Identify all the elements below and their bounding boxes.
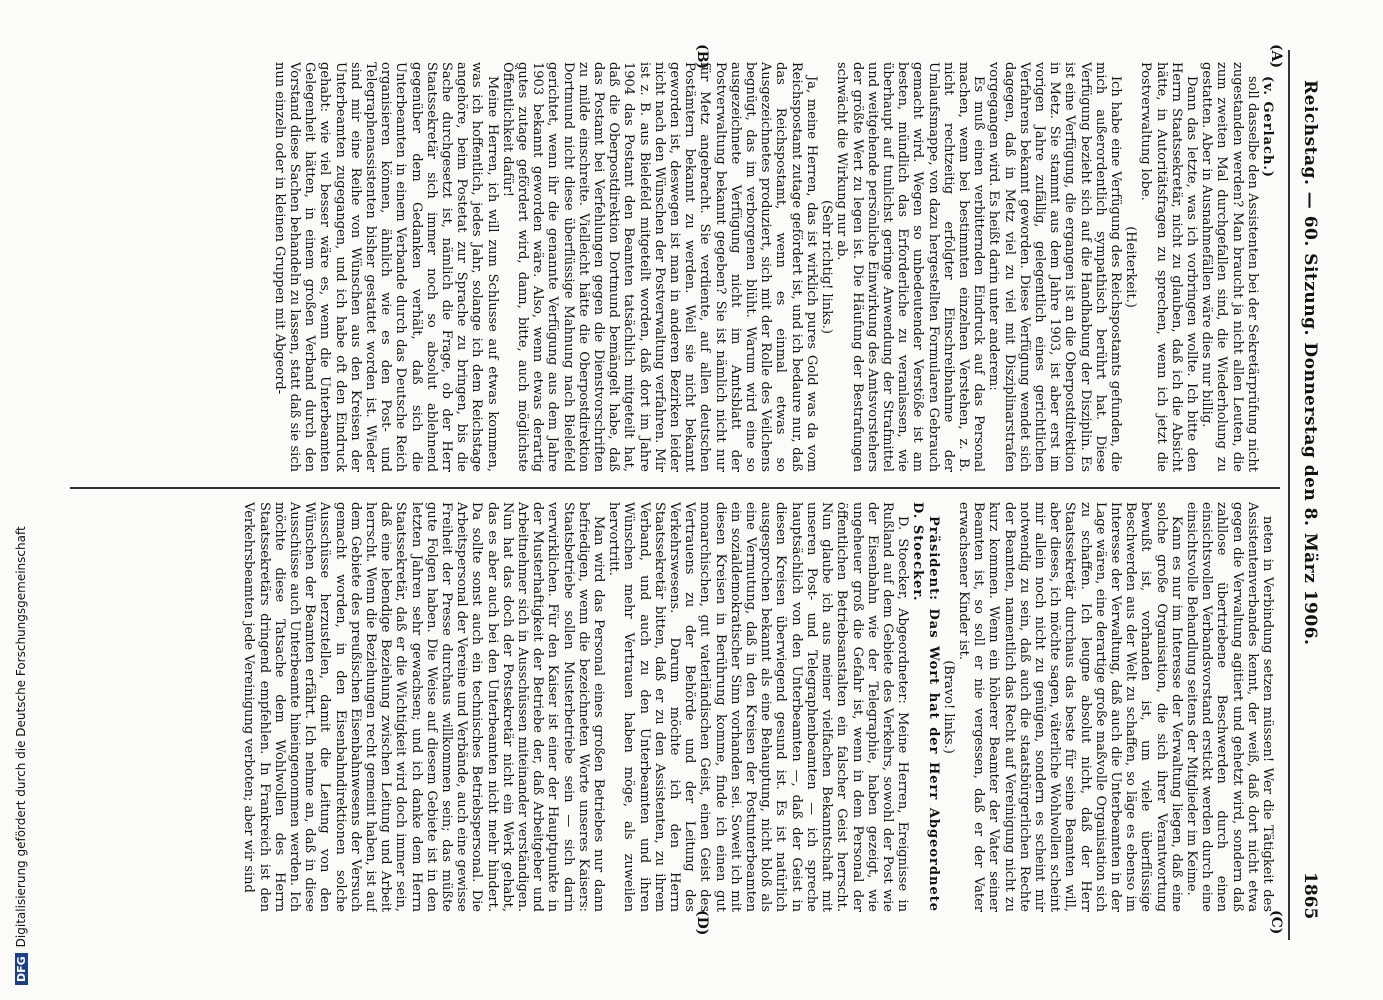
footer-text: Digitalisierung gefördert durch die Deutsche Forschungsgemeinschaft bbox=[14, 526, 28, 948]
rotated-page bbox=[70, 44, 1320, 965]
interjection: (Bravo! links.) bbox=[940, 660, 956, 754]
interjection: (Sehr richtig! links.) bbox=[819, 200, 835, 334]
paragraph: Man wird das Personal eines großen Betriebes nur dann befriedigen, wenn die bezeichneten Worte unseres Kaisers: Staatsbetriebe sollen Musterbetriebe sein — sich darin verwirklichen. Für den Kaiser ist einer der Hauptpunkte in der Musterhaftigkeit der Betriebe der, daß Arbeitgeber und Arbeitnehmer sich in Ausschüssen miteinander verständigen. Nun hat das doch der Postsekretär nicht ein Werk gehabt, das es aber auch bei den Unterbeamten nicht mehr hindert. Da sollte sonst auch ein technisches Betriebspersonal. Die Arbeitspersonal der Vereine und Verbände, auch eine gewisse Freiheit der Presse durchaus willkommen sein; das müßte gute Folgen haben. Die Weise auf diesem Gebiete ist in den letzten Jahren sehr gewachsen; und ich danke dem Herrn Staatssekretär, daß er die Wichtigkeit wird doch immer sein, daß eine lebendige Beziehung zwischen Leitung und Arbeit herrscht. Wenn die Beziehungen recht gemeint haben, ist auf dem Gebiete des preußischen Eisenbahnwesens der Versuch gemacht worden, in den Eisenbahndirektionen solche Ausschüsse herzustellen, damit die Leitung von den Wünschen der Beamten erfährt. Ich nehme an, daß in diese Ausschüsse auch Unterbeamte hineingenommen werden. Ich möchte diese Tatsache dem Wohlwollen des Herrn Staatssekretärs dringend empfehlen. In Frankreich ist den Verkehrsbeamten jede Vereinigung verboten; aber wir sind bbox=[241, 502, 607, 912]
text-column-left bbox=[85, 62, 1275, 472]
paragraph: Es muß einen verbitternden Eindruck auf das Personal machen, wenn bei bestimmten einzelnen Verstehen, z. B. nicht rechtzeitig erfolgter Einschreibnahme der Umlaufsmappe, von dazu hergestellten Formularen Gebrauch gemacht wird. Wegen so unbedeutender Verstöße ist am besten, mündlich das Erforderliche zu veranlassen, wie überhaupt auf tunlichst geringe Anwendung der Strafmittel und weitgehende persönliche Einwirkung des Amtsvorstehers der größte Wert zu legen ist. Die Häufung der Bestrafungen schwächt die Wirkung nur ab. bbox=[834, 62, 987, 472]
margin-letter-c: (C) bbox=[1268, 910, 1284, 935]
paragraph: Meine Herren, ich will zum Schlusse auf etwas kommen, was ich hoffentlich, jedes Jahr, solange ich dem Reichstage angehöre, beim Postetat zur Sprache zu bringen, bis die Sache durchgesetzt ist, nämlich die Frage, ob der Herr Staatssekretär sich immer noch so absolut ablehnend gegenüber dem Gedanken verhält, daß sich die Unterbeamten in einem Verbande durch das Deutsche Reich organisieren können, ähnlich wie es den Post- und Telegraphenassistenten bisher gestattet worden ist. Wieder sind mir eine Reihe von Wünschen aus den Kreisen der Unterbeamten zugegangen, und ich habe oft den Eindruck gehabt: wie viel besser wäre es, wenn die Unterbeamten Gelegenheit hätten, in einem großen Verband durch den Vorstand diese Sachen behandeln zu lassen, statt daß sie sich nun einzeln oder in kleinen Gruppen mit Abgeord- bbox=[271, 62, 500, 472]
paragraph: Kann es nur im Interesse der Verwaltung liegen, daß eine solche große Organisation, die sich ihrer Verantwortung bewußt ist, vorhanden ist, um viele überflüssige Beschwerden aus der Welt zu schaffen, so läge es ebenso im Interesse der Verwaltung, daß auch die Unterbeamten in der Lage wären, eine derartige große maßvolle Organisation sich zu schaffen. Ich leugne absolut nicht, daß der Herr Staatssekretär durchaus das beste für seine Beamten will, aber dieses, ich möchte sagen, väterliche Wohlwollen scheint mir allein noch nicht zu genügen, sondern es scheint mir notwendig zu sein, daß auch die staatsbürgerlichen Rechte der Beamten, namentlich das Recht auf Vereinigung nicht zu kurz kommen. Wenn ein höherer Beamter der Vater seiner Beamten ist, so soll er nie vergessen, daß er der Vater erwachsener Kinder ist. bbox=[955, 502, 1184, 912]
running-title: Reichstag. — 60. Sitzung. Donnerstag den 8. März 1906. bbox=[1300, 80, 1320, 646]
text-column-right bbox=[85, 502, 1275, 912]
paragraph: D. Stoecker, Abgeordneter: Meine Herren, Ereignisse in Rußland auf dem Gebiete des Verkehrs, sowohl der Post wie der Eisenbahn wie der Telegraphie, haben gezeigt, wie ungeheuer groß die Gefahr ist, wenn in dem Personal der öffentlichen Betriebsanstalten ein falscher Geist herrscht. Nun glaube ich aus meiner vielfachen Bekanntschaft mit unseren Post- und Telegraphenbeamten — ich spreche hauptsächlich von den Unterbeamten —, daß der Geist in diesen Kreisen überwiegend gesund ist. Es ist natürlich ausgesprochen bekannt als eine Behauptung, nicht bloß als eine Vermutung, daß in den Kreisen der Postunterbeamten ein sozialdemokratischer Sinn vorhanden sei. Soweit ich mit diesen Kreisen in Berührung komme, finde ich einen gut monarchischen, gut vaterländischen Geist, einen Geist des Vertrauens zu der Behörde und der Leitung des Verkehrswesens. Darum möchte ich den Herrn Staatssekretär bitten, daß er zu den Assistenten, zu ihrem Verband, und auch zu den Unterbeamten und ihren Wünschen mehr Vertrauen haben möge, als zuweilen hervortritt. bbox=[606, 502, 911, 912]
paragraph: soll dasselbe den Assistenten bei der Sekretärprüfung nicht zugestanden werden? Man braucht ja nicht allen Leuten, die zum zweiten Mal durchgefallen sind, die Wiederholung zu gestatten. Aber in Ausnahmefällen wäre dies nur billig. bbox=[1199, 62, 1260, 472]
paragraph: neten in Verbindung setzen müssen! Wer die Tätigkeit des Assistentenverbandes kennt, der weiß, daß dort nicht etwa gegen die Verwaltung agitiert und gehetzt wird, sondern daß zahllose übertriebene Beschwerden durch einen einsichtsvollen Verbandsvorstand erstickt werden durch eine einsichtsvolle Behandlung seitens der Mitglieder im Keime. bbox=[1183, 502, 1275, 912]
page-number: 1865 bbox=[1300, 872, 1320, 920]
paragraph: Ich habe eine Verfügung des Reichspostamts gefunden, die mich außerordentlich sympathisch berührt hat. Diese Verfügung bezieht sich auf die Handhabung der Disziplin. Es ist eine Verfügung, die ergangen ist an die Oberpostdirektion in Metz. Sie stammt aus dem Jahre 1903, ist aber erst im vorigen Jahre zufällig, gelegentlich eines gerichtlichen Verfahrens bekannt geworden. Diese Verfügung wendet sich dagegen, daß in Metz viel zu viel mit Disziplinarstrafen vorgegangen wird. Es heißt darin unter anderem: bbox=[986, 62, 1123, 472]
interjection: (Heiterkeit.) bbox=[1123, 226, 1139, 308]
paragraph: Dann das letzte, was ich vorbringen wollte. Ich bitte den Herrn Staatssekretär, nicht zu glauben, daß ich die Absicht hätte, in Autoritätsfragen zu sprechen, wenn ich jetzt die Postverwaltung lobe. bbox=[1138, 62, 1199, 472]
dfg-logo: DFG bbox=[15, 953, 28, 985]
footer bbox=[14, 526, 28, 985]
margin-letter-a: (A) bbox=[1268, 44, 1284, 69]
paragraph: Ja, meine Herren, das ist wirklich pures Gold was da vom Reichspostamt zutage gefördert ist, und ich bedaure nur, daß das Reichspostamt, wenn es einmal etwas so Ausgezeichnetes produziert, sich mit der Rolle des Veilchens begnügt, das im verborgenen blüht. Warum wird eine so ausgezeichnete Verfügung nicht im Amtsblatt der Postverwaltung bekannt gegeben? Sie ist nämlich nicht nur für Metz angebracht. Sie verdiente, auf allen deutschen Postämtern bekannt zu werden. Weil sie nicht bekannt geworden ist, deswegen ist man in anderen Bezirken leider nicht nach den Wünschen der Postverwaltung verfahren. Mir ist z. B. aus Bielefeld mitgeteilt worden, daß dort im Jahre 1904 das Postamt den Beamten tatsächlich mitgeteilt hat, daß die Oberpostdirektion Dortmund bemängelt habe, daß das Postamt bei Verfehlungen gegen die Dienstvorschriften zu milde einschreite. Vielleicht hätte die Oberpostdirektion Dortmund nicht diese überflüssige Mahnung nach Bielefeld gerichtet, wenn ihr die genannte Verfügung aus dem Jahre 1903 bekannt geworden wäre. Also, wenn etwas derartig gutes zutage gefördert wird, dann, bitte, auch möglichste Öffentlichkeit dafür! bbox=[499, 62, 819, 472]
header-divider bbox=[1288, 50, 1290, 940]
margin-letter-d: (D) bbox=[694, 910, 710, 936]
speaker-line: (v. Gerlach.) bbox=[1260, 76, 1275, 179]
speaker-line: Präsident: Das Wort hat der Herr Abgeordnete D. Stoecker. bbox=[910, 502, 941, 912]
margin-letter-b: (B) bbox=[694, 44, 710, 70]
column-divider bbox=[70, 487, 1280, 489]
